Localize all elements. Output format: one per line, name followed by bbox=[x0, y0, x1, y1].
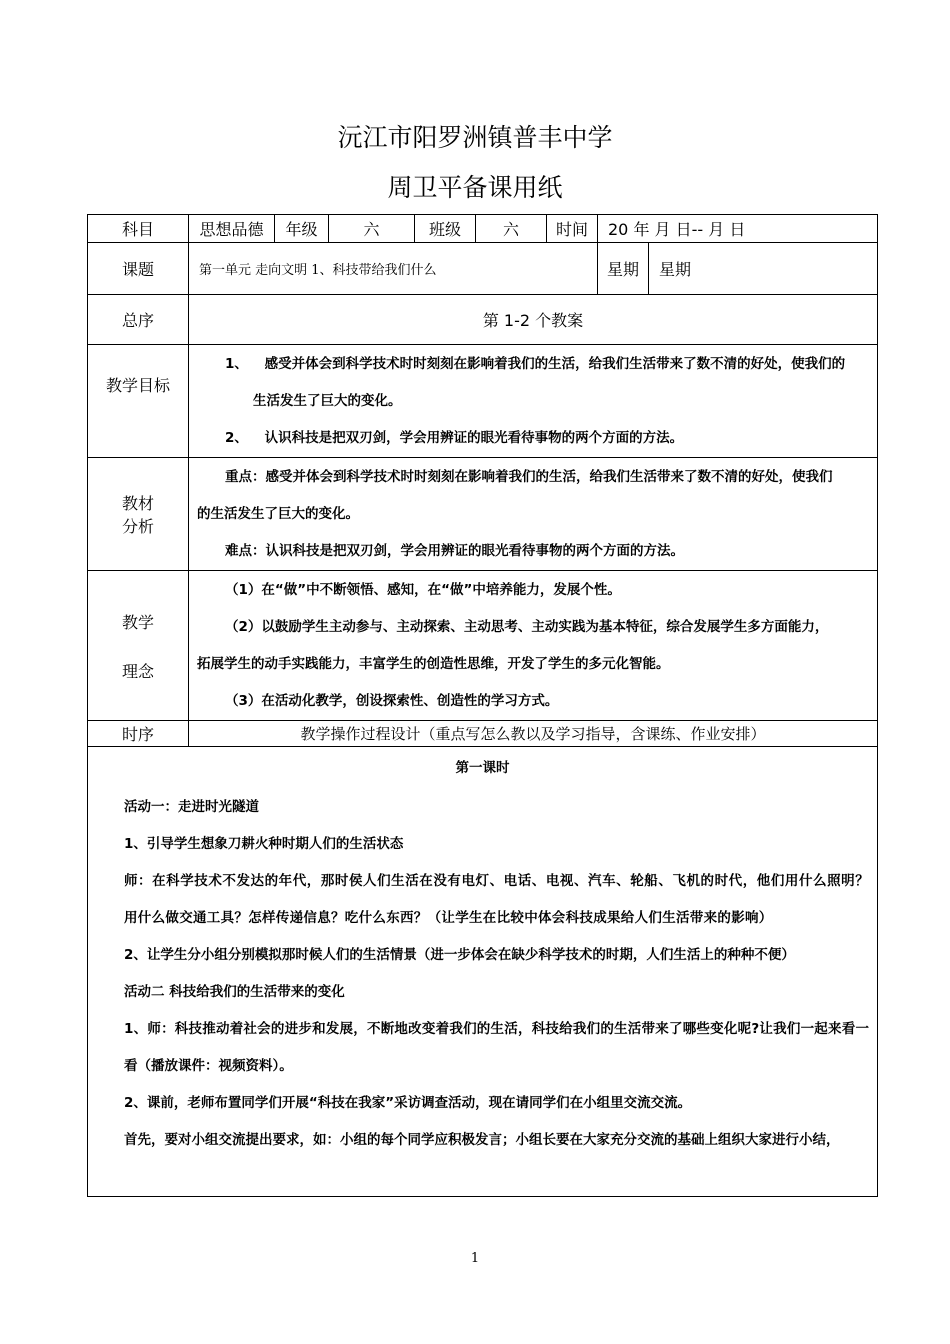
class-label: 班级 bbox=[415, 215, 476, 243]
philosophy-2: （2）以鼓励学生主动参与、主动探索、主动思考、主动实践为基本特征，综合发展学生多方面能力， bbox=[225, 618, 829, 635]
analysis-label-bottom: 分析 bbox=[121, 517, 154, 536]
topic-value: 第一单元 走向文明 1、科技带给我们什么 bbox=[189, 243, 598, 295]
page-number: 1 bbox=[470, 1251, 480, 1266]
week-value: 星期 bbox=[649, 243, 878, 295]
lesson-body-row bbox=[88, 747, 878, 1197]
goal-1-text: 感受并体会到科学技术时时刻刻在影响着我们的生活，给我们生活带来了数不清的好处，使我们的 bbox=[264, 355, 846, 372]
lesson-title: 第一课时 bbox=[455, 760, 510, 776]
topic-row bbox=[88, 243, 878, 295]
sequence-row bbox=[88, 295, 878, 345]
subject-value: 思想品德 bbox=[189, 215, 275, 243]
topic-label: 课题 bbox=[88, 243, 189, 295]
analysis-content bbox=[189, 458, 878, 571]
school-name: 沅江市阳罗洲镇普丰中学 bbox=[337, 123, 613, 152]
difficult-point: 难点：认识科技是把双刃剑，学会用辨证的眼光看待事物的两个方面的方法。 bbox=[225, 542, 684, 559]
sequence-label: 总序 bbox=[88, 295, 189, 345]
goal-1-number: 1、 bbox=[225, 355, 248, 372]
class-value: 六 bbox=[476, 215, 547, 243]
goals-row bbox=[88, 345, 878, 458]
analysis-label bbox=[88, 458, 189, 571]
goal-item-1 bbox=[197, 346, 869, 383]
activity-1-heading: 活动一：走进时光隧道 bbox=[124, 799, 259, 815]
analysis-label-top: 教材 bbox=[121, 494, 154, 513]
form-title: 周卫平备课用纸 bbox=[387, 173, 563, 202]
grade-value: 六 bbox=[329, 215, 415, 243]
process-design-heading: 教学操作过程设计（重点写怎么教以及学习指导，含课练、作业安排） bbox=[189, 721, 878, 747]
grade-label: 年级 bbox=[275, 215, 329, 243]
lesson-plan-table bbox=[87, 214, 878, 1197]
key-point-cont: 的生活发生了巨大的变化。 bbox=[197, 505, 359, 522]
goals-label: 教学目标 bbox=[88, 345, 189, 458]
goals-content bbox=[189, 345, 878, 458]
activity-2-step-1: 1、师：科技推动着社会的进步和发展，不断地改变着我们的生活，科技给我们的生活带来了哪些变化呢?让我们一起来看一看（播放课件：视频资料）。 bbox=[124, 1021, 869, 1074]
time-value: 20 年 月 日-- 月 日 bbox=[598, 215, 878, 243]
philosophy-1: （1）在“做”中不断领悟、感知，在“做”中培养能力，发展个性。 bbox=[225, 581, 621, 598]
info-row bbox=[88, 215, 878, 243]
sequence-value: 第 1-2 个教案 bbox=[189, 295, 878, 345]
philosophy-label-top: 教学 bbox=[121, 612, 154, 632]
philosophy-3: （3）在活动化教学，创设探索性、创造性的学习方式。 bbox=[225, 692, 559, 709]
lesson-body bbox=[88, 747, 878, 1197]
goal-item-1-cont: 生活发生了巨大的变化。 bbox=[253, 392, 402, 409]
goal-2-text: 认识科技是把双刃剑，学会用辨证的眼光看待事物的两个方面的方法。 bbox=[264, 429, 684, 446]
activity-2-step-3: 首先，要对小组交流提出要求，如：小组的每个同学应积极发言；小组长要在大家充分交流的基础上组织大家进行小结， bbox=[124, 1132, 840, 1148]
key-point: 重点：感受并体会到科学技术时时刻刻在影响着我们的生活，给我们生活带来了数不清的好处，使我们 bbox=[225, 468, 833, 485]
analysis-row bbox=[88, 458, 878, 571]
activity-1-step-2: 2、让学生分小组分别模拟那时候人们的生活情景（进一步体会在缺少科学技术的时期，人们生活上的种种不便） bbox=[124, 947, 795, 963]
philosophy-2-cont: 拓展学生的动手实践能力，丰富学生的创造性思维，开发了学生的多元化智能。 bbox=[197, 655, 670, 672]
philosophy-content bbox=[189, 571, 878, 721]
goal-2-number: 2、 bbox=[225, 429, 248, 446]
teacher-question: 师：在科学技术不发达的年代，那时侯人们生活在没有电灯、电话、电视、汽车、轮船、飞机的时代，他们用什么照明？用什么做交通工具？怎样传递信息？吃什么东西？（让学生在比较中体会科技成果给人们生活带来的影响） bbox=[124, 873, 869, 926]
process-header-row bbox=[88, 721, 878, 747]
time-label: 时间 bbox=[547, 215, 598, 243]
week-label: 星期 bbox=[598, 243, 649, 295]
subject-label: 科目 bbox=[88, 215, 189, 243]
goal-item-2 bbox=[197, 420, 869, 457]
timing-label: 时序 bbox=[88, 721, 189, 747]
philosophy-label-bottom: 理念 bbox=[121, 661, 154, 681]
activity-2-step-2: 2、课前，老师布置同学们开展“科技在我家”采访调查活动，现在请同学们在小组里交流交流。 bbox=[124, 1095, 692, 1111]
activity-1-step-1: 1、引导学生想象刀耕火种时期人们的生活状态 bbox=[124, 836, 404, 852]
philosophy-row bbox=[88, 571, 878, 721]
philosophy-label bbox=[88, 571, 189, 721]
activity-2-heading: 活动二 科技给我们的生活带来的变化 bbox=[124, 984, 345, 1000]
